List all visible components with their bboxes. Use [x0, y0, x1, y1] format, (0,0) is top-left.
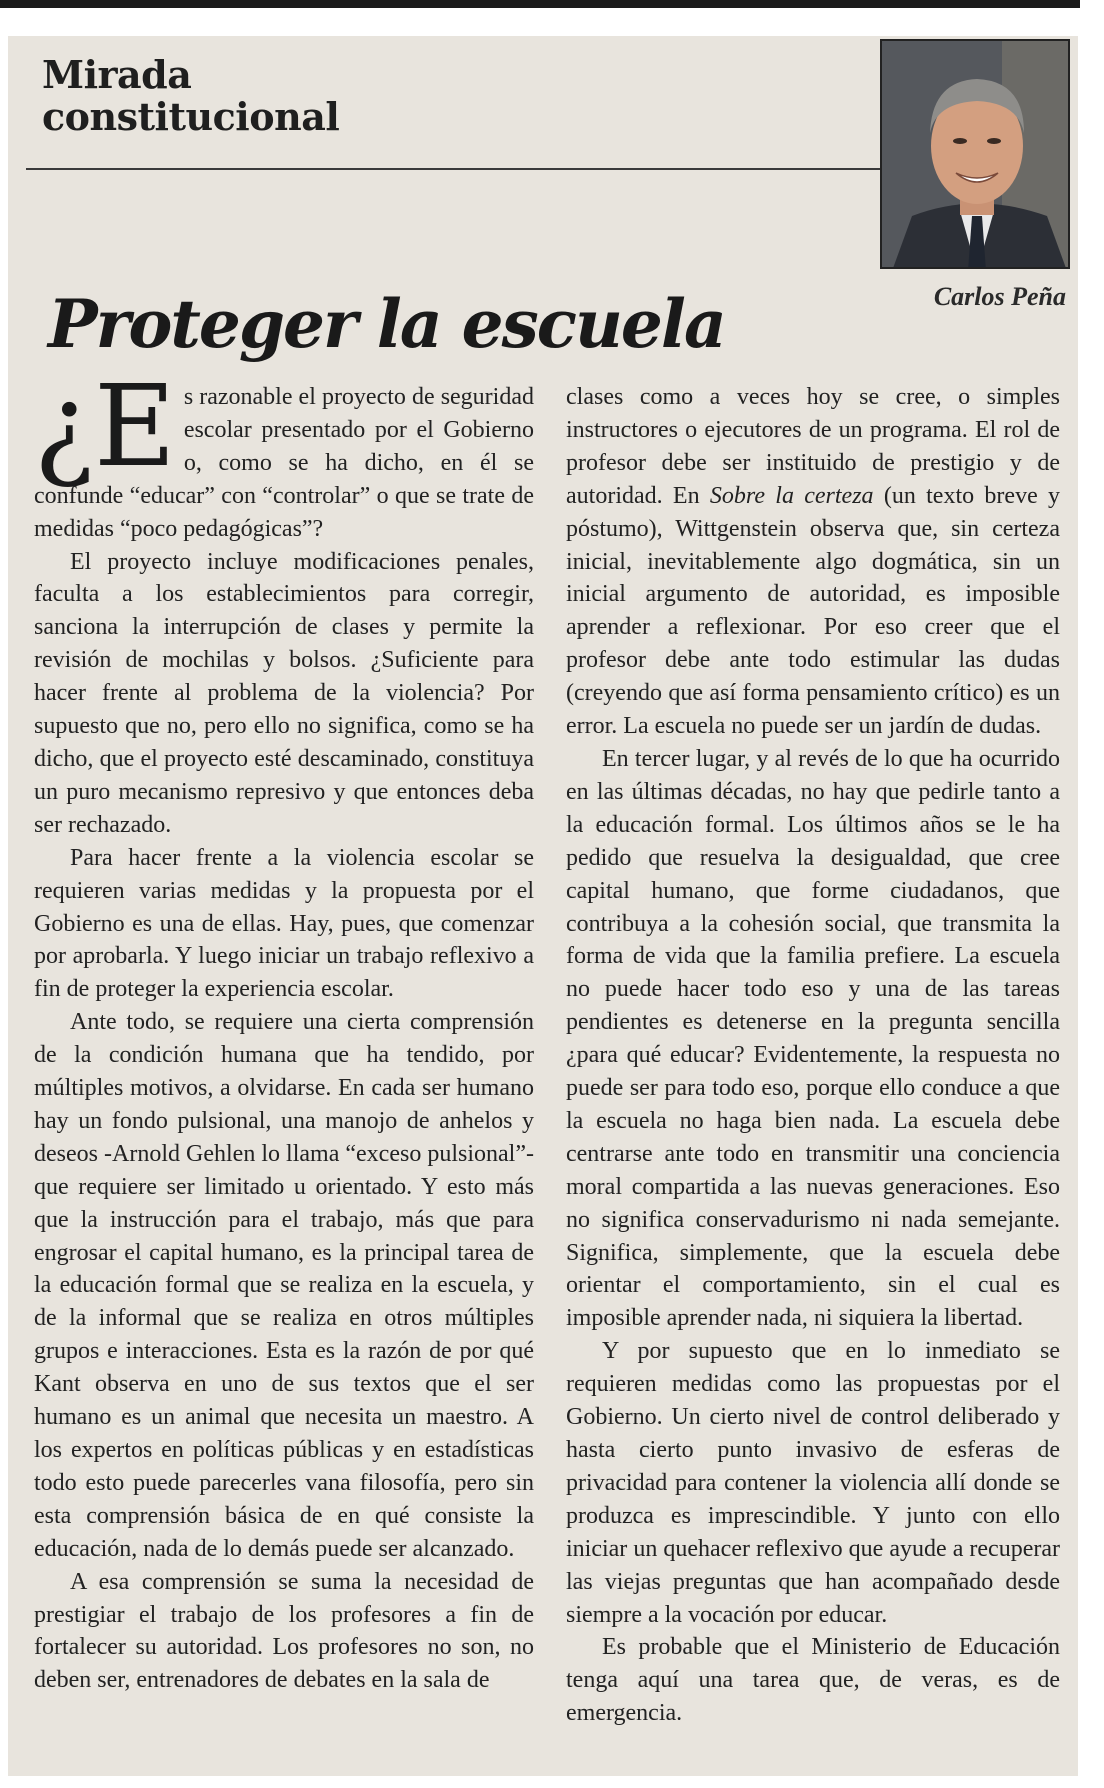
- book-title: Sobre la certeza: [709, 482, 874, 509]
- article-column-right: [566, 381, 1060, 1730]
- drop-cap: ¿E: [34, 362, 176, 492]
- author-photo: [880, 39, 1070, 269]
- article-paragraph: clases como a veces hoy se cree, o simples instructores o ejecutores de un programa. El rol de profesor debe ser instituido de prestigio y de autoridad. En Sobre la certeza (un texto breve y póstumo), Wittgenstein observa que, sin certeza inicial, inevitablemente algo dogmática, sin un inicial argumento de autoridad, es imposible aprender a reflexionar. Por eso creer que el profesor debe ante todo estimular las dudas (creyendo que así forma pensamiento crítico) es un error. La escuela no puede ser un jardín de dudas.: [566, 384, 1061, 740]
- author-byline: Carlos Peña: [933, 282, 1066, 311]
- article-paragraph: Y por supuesto que en lo inmediato se requieren medidas como las propuestas por el Gobierno. Un cierto nivel de control deliberado y hasta cierto punto invasivo de esferas de privacidad para contener la violencia allí donde se produzca es imprescindible. Y junto con ello iniciar un quehacer reflexivo que ayude a recuperar las viejas preguntas que han acompañado desde siempre a la vocación por educar.: [566, 1338, 1060, 1628]
- section-divider: [26, 168, 882, 170]
- section-title: Mirada constitucional: [42, 52, 340, 139]
- article-paragraph: Ante todo, se requiere una cierta comprensión de la condición humana que ha tendido, por múltiples motivos, a olvidarse. En cada ser humano hay un fondo pulsional, una manojo de anhelos y deseos -Arnold Gehlen lo llama “exceso pulsional”- que requiere ser limitado u orientado. Y esto más que la instrucción para el trabajo, más que para engrosar el capital humano, es la principal tarea de la educación formal que se realiza en la escuela, y de la informal que se realiza en otros múltiples grupos e interacciones. Esta es la razón de por qué Kant observa en uno de sus textos que el ser humano es un animal que necesita un maestro. A los expertos en políticas públicas y en estadísticas todo esto puede parecerles vana filosofía, pero sin esta comprensión básica de en qué consiste la educación, nada de lo demás puede ser alcanzado.: [34, 1009, 534, 1562]
- article-column-left: [34, 362, 534, 1697]
- article-paragraph: Es probable que el Ministerio de Educación tenga aquí una tarea que, de veras, es de emergencia.: [566, 1634, 1060, 1727]
- article-paragraph: El proyecto incluye modificaciones penales, faculta a los establecimientos para corregir, sanciona la interrupción de clases y permite la revisión de mochilas y bolsos. ¿Suficiente para hacer frente al problema de la violencia? Por supuesto que no, pero ello no significa, como se ha dicho, que el proyecto esté descaminado, constituya un puro mecanismo represivo y que entonces deba ser rechazado.: [34, 548, 534, 838]
- article-paragraph: ¿E s razonable el proyecto de seguridad escolar presentado por el Gobierno o, como se ha dicho, en él se confunde “educar” con “controlar” o que se trate de medidas “poco pedagógicas”?: [34, 362, 534, 542]
- newspaper-column-page: [8, 36, 1078, 1776]
- article-paragraph: A esa comprensión se suma la necesidad de prestigiar el trabajo de los profesores a fin de fortalecer su autoridad. Los profesores no son, no deben ser, entrenadores de debates en la sala de: [34, 1568, 534, 1694]
- headline: Proteger la escuela: [48, 285, 725, 363]
- article-paragraph: En tercer lugar, y al revés de lo que ha ocurrido en las últimas décadas, no hay que pedirle tanto a la educación formal. Los últimos años se le ha pedido que resuelva la desigualdad, que cree capital humano, que forme ciudadanos, que contribuya a la cohesión social, que transmita la forma de vida que la familia prefiere. La escuela no puede hacer todo eso y una de las tareas pendientes es detenerse en la pregunta sencilla ¿para qué educar? Evidentemente, la respuesta no puede ser para todo eso, porque ello conduce a que la escuela no haga bien nada. La escuela debe centrarse ante todo en transmitir una conciencia moral compartida a las nuevas generaciones. Eso no significa conservadurismo ni nada semejante. Significa, simplemente, que la escuela debe orientar el comportamiento, sin el cual es imposible aprender nada, ni siquiera la libertad.: [566, 745, 1060, 1332]
- top-rule: [0, 0, 1080, 8]
- article-paragraph: Para hacer frente a la violencia escolar se requieren varias medidas y la propuesta por el Gobierno es una de ellas. Hay, pues, que comenzar por aprobarla. Y luego iniciar un trabajo reflexivo a fin de proteger la experiencia escolar.: [34, 844, 534, 1003]
